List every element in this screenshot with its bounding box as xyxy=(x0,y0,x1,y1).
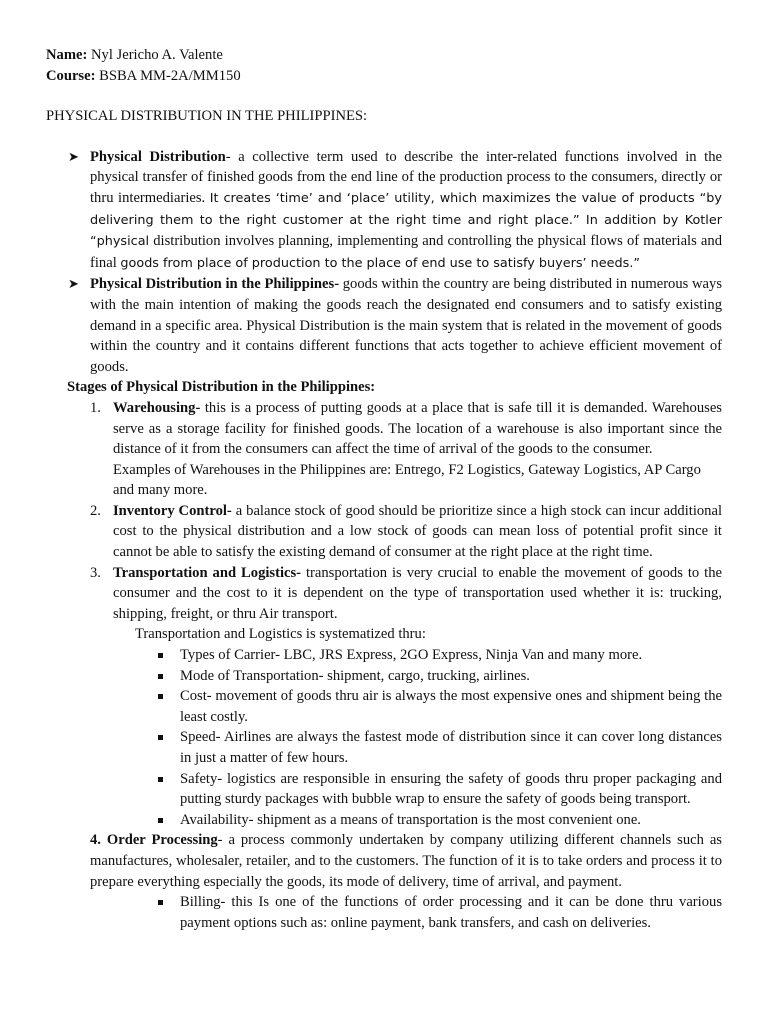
billing-item xyxy=(46,892,722,933)
list-item-text: Safety- logistics are responsible in ensuring the safety of goods thru proper packaging and putting sturdy packages with bubble wrap to ensure the safety of goods being transport. xyxy=(180,770,722,808)
definition-term: Physical Distribution xyxy=(90,148,226,165)
definition-text: - a collective term used to describe the inter-related functions involved in the physical transfer of finished goods from the end line of the production process to the consumers, directly or thru intermediaries. xyxy=(90,148,722,206)
square-bullet-icon xyxy=(158,653,163,658)
stage-term: Warehousing- xyxy=(113,399,201,416)
stage-number: 1. xyxy=(90,399,101,416)
square-bullet-icon xyxy=(158,694,163,699)
stage-text: transportation is very crucial to enable the movement of goods to the consumer and the cost to it is dependent on the type of transportation used whether it is: trucking, shipping, freight, or thru Air transport. xyxy=(113,564,722,622)
definition-text-alt: It creates ‘time’ and ‘place’ utility, which maximizes the value of products “by delivering them to the right customer at the right time and right place.” In addition by Kotler “physical xyxy=(90,190,722,250)
stage-extra: Examples of Warehouses in the Philippines are: Entrego, F2 Logistics, Gateway Logistics, AP Cargo and many more. xyxy=(113,461,701,499)
order-processing-text: - a process commonly undertaken by company utilizing different channels such as manufactures, wholesaler, retailer, and to the customers. The function of it is to take orders and process it to prepare everything especially the goods, its mode of delivery, time of arrival, and payment. xyxy=(90,832,722,890)
definition-text-alt: goods from place of production to the place of end use to satisfy buyers’ needs.” xyxy=(120,255,641,271)
stage-term: Inventory Control- xyxy=(113,502,232,519)
document-title: PHYSICAL DISTRIBUTION IN THE PHILIPPINES: xyxy=(46,108,368,125)
stage-number: 2. xyxy=(90,502,101,519)
order-processing-paragraph xyxy=(46,830,722,892)
list-item xyxy=(46,727,722,768)
stages-list xyxy=(46,398,722,625)
stage-item xyxy=(46,563,722,625)
square-bullet-icon xyxy=(158,777,163,782)
course-value: BSBA MM-2A/MM150 xyxy=(95,67,241,84)
square-bullet-icon xyxy=(158,735,163,740)
definition-text: distribution involves planning, implementing and controlling the physical flows of materials and final xyxy=(90,233,722,271)
arrow-bullet-icon: ➤ xyxy=(68,148,79,164)
definition-text: goods within the country are being distributed in numerous ways with the main intention of making the goods reach the designated end consumers and to satisfy existing demand in a specific area. Physical Distribution is the main system that is related in the movement of goods within the country and it contains different functions that acts together to achieve efficient movement of goods. xyxy=(90,276,722,375)
systematized-intro: Transportation and Logistics is systematized thru: xyxy=(135,626,426,643)
list-item xyxy=(46,645,722,666)
list-item-text: Types of Carrier- LBC, JRS Express, 2GO Express, Ninja Van and many more. xyxy=(180,647,643,664)
list-item xyxy=(46,686,722,727)
stages-heading: Stages of Physical Distribution in the Philippines: xyxy=(67,379,376,396)
list-item-text: Speed- Airlines are always the fastest mode of distribution since it can cover long distances in just a matter of few hours. xyxy=(180,729,722,766)
square-bullet-icon xyxy=(158,818,163,823)
list-item-text: Availability- shipment as a means of transportation is the most convenient one. xyxy=(180,811,641,828)
name-value: Nyl Jericho A. Valente xyxy=(87,47,223,63)
list-item-text: Cost- movement of goods thru air is always the most expensive ones and shipment being the least costly. xyxy=(180,688,722,725)
list-item-text: Mode of Transportation- shipment, cargo, trucking, airlines. xyxy=(180,667,530,684)
stage-text: a balance stock of good should be prioritize since a high stock can incur additional cost to the physical distribution and a low stock of goods can mean loss of potential profit since it cannot be able to satisfy the existing demand of consumer at the right place at the right time. xyxy=(113,502,722,561)
name-label: Name: xyxy=(46,47,88,63)
definition-item xyxy=(46,274,722,377)
stage-item xyxy=(46,501,722,563)
name-line xyxy=(46,45,722,66)
systematized-list xyxy=(46,645,722,830)
definition-term: Physical Distribution in the Philippines- xyxy=(90,276,340,293)
course-line xyxy=(46,66,722,87)
course-label: Course: xyxy=(46,67,96,84)
stage-text: this is a process of putting goods at a place that is safe till it is demanded. Warehouses serve as a storage facility for finished goods. The location of a warehouse is also important since the distance of it from the consumers can affect the time of arrival of the goods to the consumer. xyxy=(113,399,722,458)
stage-item xyxy=(46,398,722,460)
definitions-list xyxy=(46,147,722,378)
definition-item xyxy=(46,147,722,275)
list-item xyxy=(46,666,722,687)
stage-term: Transportation and Logistics- xyxy=(113,564,302,581)
order-processing-term: 4. Order Processing xyxy=(90,832,218,849)
square-bullet-icon xyxy=(158,674,163,679)
list-item xyxy=(46,769,722,810)
square-bullet-icon xyxy=(158,900,163,905)
billing-text: Billing- this Is one of the functions of order processing and it can be done thru various payment options such as: online payment, bank transfers, and cash on deliveries. xyxy=(180,894,722,931)
arrow-bullet-icon: ➤ xyxy=(68,276,79,292)
list-item xyxy=(46,810,722,831)
stage-number: 3. xyxy=(90,564,101,581)
